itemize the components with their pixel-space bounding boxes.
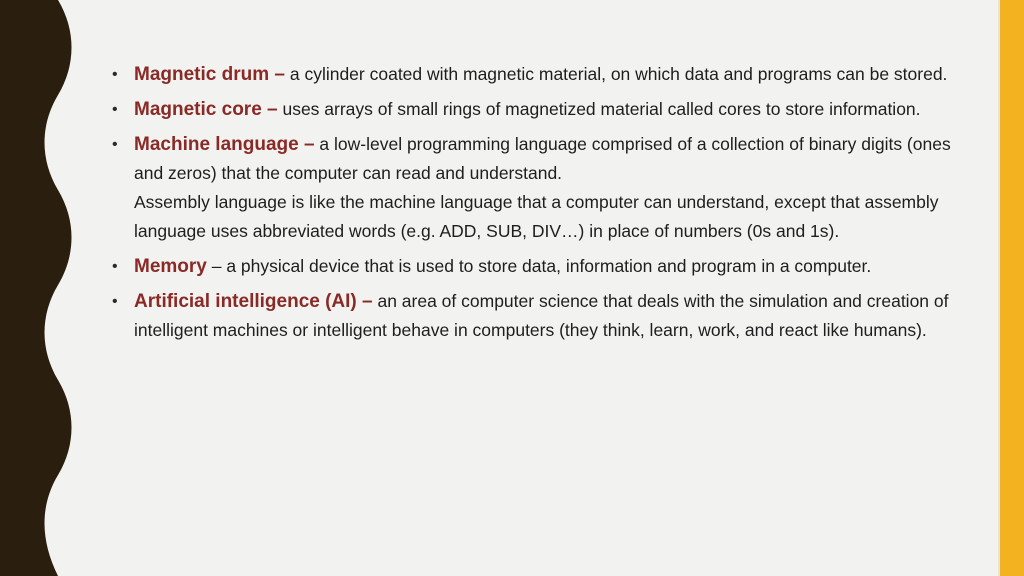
- item-text: [134, 130, 960, 246]
- term-label: Magnetic core –: [134, 99, 278, 120]
- list-item-machine-language: [110, 130, 960, 246]
- term-label: Magnetic drum –: [134, 64, 285, 85]
- list-item-magnetic-drum: [110, 60, 960, 89]
- list-item-artificial-intelligence: [110, 287, 960, 345]
- definition-text: uses arrays of small rings of magnetized material called cores to store information.: [277, 99, 921, 119]
- term-label: Machine language –: [134, 134, 315, 155]
- right-accent-bar: [1000, 0, 1024, 576]
- item-text: [134, 252, 960, 281]
- definition-text: an area of computer science that deals with the simulation and creation of intelligent machines or intelligent behave in computers (they think, learn, work, and react like humans).: [134, 291, 949, 340]
- left-decorative-wave: [0, 0, 80, 576]
- item-text: [134, 60, 960, 89]
- bullet: •: [112, 66, 118, 83]
- definition-text: a low-level programming language comprised of a collection of binary digits (ones and zeros) that the computer can read and understand.: [134, 134, 951, 183]
- list-item-memory: [110, 252, 960, 281]
- term-label: Artificial intelligence (AI) –: [134, 291, 373, 312]
- item-text: [134, 95, 960, 124]
- assembly-language-paragraph: Assembly language is like the machine language that a computer can understand, except that assembly language uses abbreviated words (e.g. ADD, SUB, DIV…) in place of numbers (0s and 1s).: [134, 192, 939, 241]
- item-text: [134, 287, 960, 345]
- bullet: •: [112, 258, 118, 275]
- bullet: •: [112, 101, 118, 118]
- bullet: •: [112, 136, 118, 153]
- bullet: •: [112, 293, 118, 310]
- term-label: Memory: [134, 256, 207, 277]
- term-dash: –: [206, 256, 222, 276]
- definition-text: a cylinder coated with magnetic material, on which data and programs can be stored.: [284, 64, 948, 84]
- list-item-magnetic-core: [110, 95, 960, 124]
- definition-text: a physical device that is used to store data, information and program in a computer.: [221, 256, 872, 276]
- glossary-list: [110, 60, 960, 351]
